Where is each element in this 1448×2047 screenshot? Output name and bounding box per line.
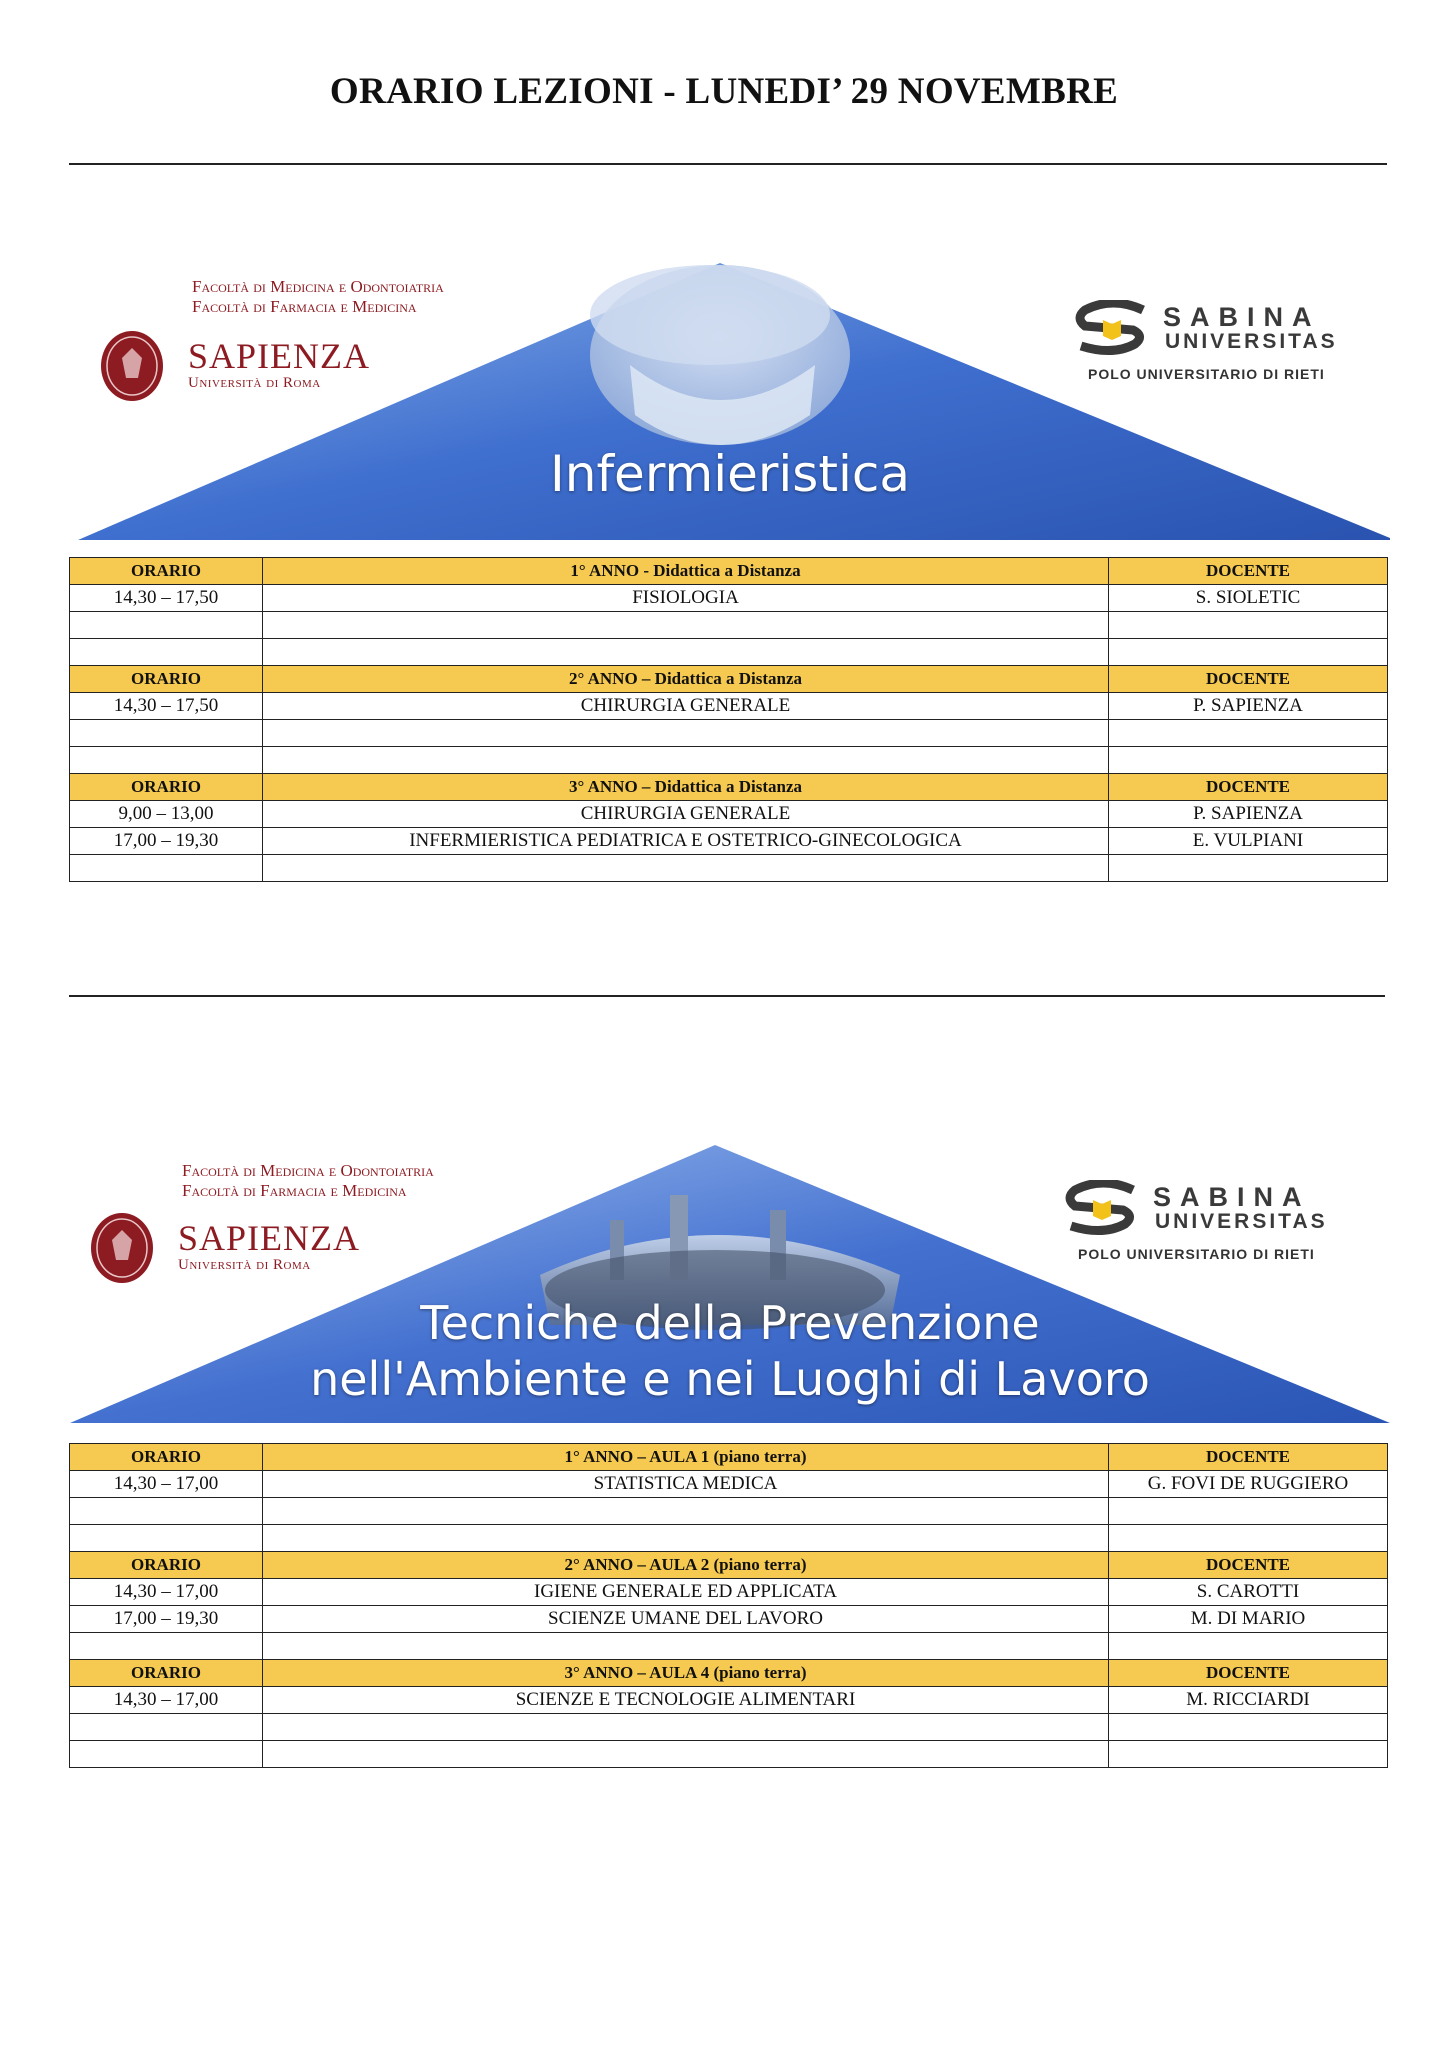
cell-subject: IGIENE GENERALE ED APPLICATA: [263, 1579, 1109, 1606]
sapienza-seal-icon: [90, 1212, 154, 1284]
cell-teacher: M. DI MARIO: [1109, 1606, 1388, 1633]
course-title-line-1: Infermieristica: [550, 445, 910, 503]
table-row: [70, 1525, 1388, 1552]
faculty-line-2: Facoltà di Farmacia e Medicina: [192, 297, 417, 316]
sabina-polo: POLO UNIVERSITARIO DI RIETI: [1088, 366, 1325, 382]
cell-subject: [263, 639, 1109, 666]
sabina-book-icon: [1073, 300, 1151, 356]
header-docente: DOCENTE: [1109, 1444, 1388, 1471]
cell-time: 14,30 – 17,00: [70, 1687, 263, 1714]
cell-teacher: [1109, 612, 1388, 639]
cell-time: [70, 1741, 263, 1768]
cell-subject: STATISTICA MEDICA: [263, 1471, 1109, 1498]
table-header-row: [70, 558, 1388, 585]
cell-subject: CHIRURGIA GENERALE: [263, 801, 1109, 828]
table-row: [70, 828, 1388, 855]
middle-divider: [69, 995, 1385, 997]
cell-time: 14,30 – 17,00: [70, 1579, 263, 1606]
header-orario: ORARIO: [70, 1444, 263, 1471]
cell-time: [70, 1714, 263, 1741]
course-title: [70, 445, 1390, 503]
cell-subject: [263, 855, 1109, 882]
cell-time: [70, 639, 263, 666]
header-year: 3° ANNO – AULA 4 (piano terra): [263, 1660, 1109, 1687]
course-title: [70, 1295, 1390, 1407]
faculty-line-1: Facoltà di Medicina e Odontoiatria: [182, 1161, 434, 1180]
cell-subject: [263, 612, 1109, 639]
sabina-book-icon: [1063, 1180, 1141, 1236]
sapienza-name: SAPIENZA: [188, 336, 371, 376]
cell-time: 17,00 – 19,30: [70, 828, 263, 855]
faculty-line-1: Facoltà di Medicina e Odontoiatria: [192, 277, 444, 296]
header-orario: ORARIO: [70, 666, 263, 693]
cell-teacher: [1109, 1741, 1388, 1768]
header-orario: ORARIO: [70, 558, 263, 585]
table-row: [70, 747, 1388, 774]
cell-time: 14,30 – 17,50: [70, 693, 263, 720]
table-row: [70, 1606, 1388, 1633]
cell-time: [70, 747, 263, 774]
faculty-text: [192, 277, 444, 317]
cell-time: [70, 1498, 263, 1525]
table-row: [70, 1714, 1388, 1741]
cell-subject: FISIOLOGIA: [263, 585, 1109, 612]
sapienza-logo: [178, 1219, 360, 1274]
cell-teacher: [1109, 855, 1388, 882]
header-orario: ORARIO: [70, 1552, 263, 1579]
faculty-line-2: Facoltà di Farmacia e Medicina: [182, 1181, 407, 1200]
schedule-table-infermieristica: [69, 557, 1388, 882]
cell-time: 14,30 – 17,00: [70, 1471, 263, 1498]
header-docente: DOCENTE: [1109, 1660, 1388, 1687]
cell-time: [70, 612, 263, 639]
cell-teacher: E. VULPIANI: [1109, 828, 1388, 855]
table-row: [70, 1633, 1388, 1660]
table-row: [70, 855, 1388, 882]
table-row: [70, 639, 1388, 666]
table-header-row: [70, 774, 1388, 801]
table-row: [70, 585, 1388, 612]
cell-time: 14,30 – 17,50: [70, 585, 263, 612]
sapienza-logo: [188, 337, 370, 392]
top-divider: [69, 163, 1387, 165]
table-header-row: [70, 666, 1388, 693]
header-year: 2° ANNO – Didattica a Distanza: [263, 666, 1109, 693]
schedule-table-tecniche-prevenzione: [69, 1443, 1388, 1768]
course-title-line-2: nell'Ambiente e nei Luoghi di Lavoro: [310, 1352, 1150, 1406]
table-header-row: [70, 1552, 1388, 1579]
table-header-row: [70, 1444, 1388, 1471]
cell-teacher: [1109, 1498, 1388, 1525]
cell-teacher: [1109, 720, 1388, 747]
cell-time: [70, 1633, 263, 1660]
cell-teacher: [1109, 1525, 1388, 1552]
cell-subject: SCIENZE UMANE DEL LAVORO: [263, 1606, 1109, 1633]
cell-time: 17,00 – 19,30: [70, 1606, 263, 1633]
header-year: 3° ANNO – Didattica a Distanza: [263, 774, 1109, 801]
cell-subject: [263, 1525, 1109, 1552]
table-row: [70, 1579, 1388, 1606]
cell-teacher: S. SIOLETIC: [1109, 585, 1388, 612]
cell-subject: [263, 1741, 1109, 1768]
table-header-row: [70, 1660, 1388, 1687]
page-title: ORARIO LEZIONI - LUNEDI’ 29 NOVEMBRE: [329, 71, 1119, 112]
sabina-subtitle: UNIVERSITAS: [1165, 330, 1338, 353]
cell-subject: CHIRURGIA GENERALE: [263, 693, 1109, 720]
sabina-name: SABINA: [1153, 1182, 1311, 1212]
table-row: [70, 1471, 1388, 1498]
header-year: 2° ANNO – AULA 2 (piano terra): [263, 1552, 1109, 1579]
cell-teacher: [1109, 747, 1388, 774]
sabina-subtitle: UNIVERSITAS: [1155, 1210, 1328, 1233]
cell-subject: [263, 720, 1109, 747]
cell-subject: INFERMIERISTICA PEDIATRICA E OSTETRICO-GINECOLOGICA: [263, 828, 1109, 855]
cell-teacher: G. FOVI DE RUGGIERO: [1109, 1471, 1388, 1498]
cell-teacher: S. CAROTTI: [1109, 1579, 1388, 1606]
table-row: [70, 1741, 1388, 1768]
cell-teacher: M. RICCIARDI: [1109, 1687, 1388, 1714]
sapienza-subtitle: Università di Roma: [178, 1257, 311, 1273]
sabina-logo: [1073, 300, 1393, 390]
header-year: 1° ANNO – AULA 1 (piano terra): [263, 1444, 1109, 1471]
sapienza-name: SAPIENZA: [178, 1218, 361, 1258]
sabina-logo: [1063, 1180, 1383, 1270]
sapienza-subtitle: Università di Roma: [188, 375, 321, 391]
cell-time: 9,00 – 13,00: [70, 801, 263, 828]
header-year: 1° ANNO - Didattica a Distanza: [263, 558, 1109, 585]
header-docente: DOCENTE: [1109, 666, 1388, 693]
cell-teacher: [1109, 1633, 1388, 1660]
cell-subject: SCIENZE E TECNOLOGIE ALIMENTARI: [263, 1687, 1109, 1714]
cell-time: [70, 1525, 263, 1552]
header-docente: DOCENTE: [1109, 558, 1388, 585]
sabina-polo: POLO UNIVERSITARIO DI RIETI: [1078, 1246, 1315, 1262]
header-orario: ORARIO: [70, 1660, 263, 1687]
cell-teacher: [1109, 1714, 1388, 1741]
sabina-name: SABINA: [1163, 302, 1321, 332]
header-orario: ORARIO: [70, 774, 263, 801]
cell-subject: [263, 1714, 1109, 1741]
table-row: [70, 1687, 1388, 1714]
table-row: [70, 612, 1388, 639]
cell-teacher: [1109, 639, 1388, 666]
course-title-line-1: Tecniche della Prevenzione: [420, 1296, 1040, 1350]
cell-subject: [263, 1498, 1109, 1525]
table-row: [70, 1498, 1388, 1525]
cell-time: [70, 855, 263, 882]
table-row: [70, 693, 1388, 720]
cell-teacher: P. SAPIENZA: [1109, 693, 1388, 720]
table-row: [70, 801, 1388, 828]
cell-subject: [263, 747, 1109, 774]
banner-infermieristica: [70, 245, 1390, 545]
banner-tecniche-prevenzione: [70, 1125, 1390, 1425]
header-docente: DOCENTE: [1109, 774, 1388, 801]
cell-teacher: P. SAPIENZA: [1109, 801, 1388, 828]
sapienza-seal-icon: [100, 330, 164, 402]
cell-time: [70, 720, 263, 747]
faculty-text: [182, 1161, 434, 1201]
table-row: [70, 720, 1388, 747]
header-docente: DOCENTE: [1109, 1552, 1388, 1579]
cell-subject: [263, 1633, 1109, 1660]
